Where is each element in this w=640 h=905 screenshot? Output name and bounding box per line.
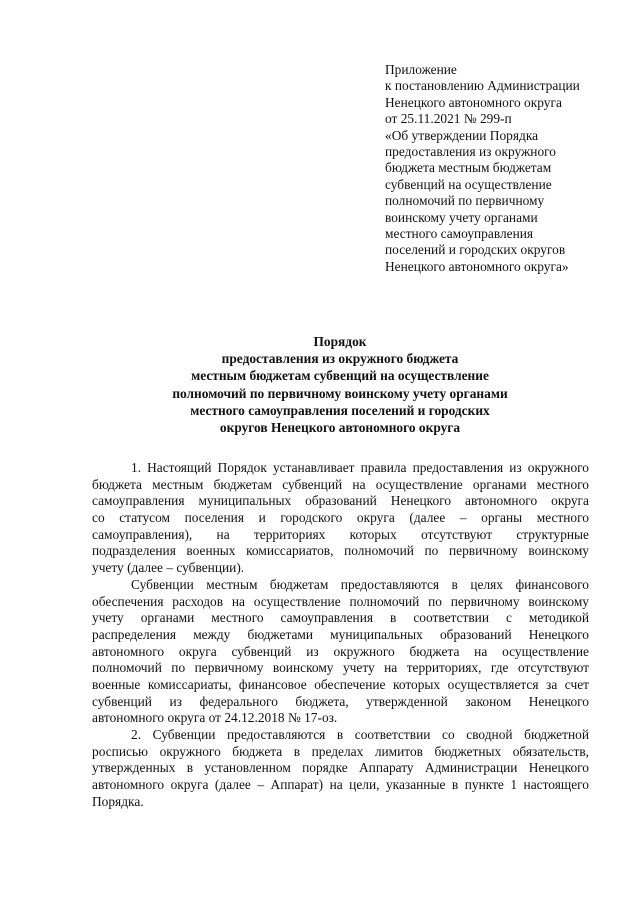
body-line: 2. Субвенции предоставляются в соответствии со сводной бюджетной <box>131 727 589 742</box>
body-line: обеспечения расходов на осуществление полномочий по первичному воинскому <box>92 593 589 609</box>
document-title <box>90 333 590 436</box>
body-line: полномочий по первичному воинскому учету на территориях, где отсутствуют <box>92 660 589 676</box>
title-line: местного самоуправления поселений и городских <box>190 402 490 418</box>
title-line: округов Ненецкого автономного округа <box>219 420 461 436</box>
title-line: местным бюджетам субвенций на осуществление <box>191 368 489 384</box>
appendix-line: к постановлению Администрации <box>385 78 580 94</box>
body-line: учету (далее – субвенции). <box>92 560 245 576</box>
paragraph-3 <box>92 727 589 810</box>
title-line: предоставления из окружного бюджета <box>221 351 459 367</box>
body-line: росписью окружного бюджета в пределах лимитов бюджетных обязательств, <box>92 743 589 759</box>
appendix-line: Приложение <box>385 62 457 77</box>
appendix-line: «Об утверждении Порядка <box>385 127 539 143</box>
title-line: полномочий по первичному воинскому учету органами <box>172 385 508 401</box>
body-line: Порядка. <box>92 793 144 809</box>
body-line: распределения между бюджетами муниципальных образований Ненецкого <box>92 626 589 642</box>
appendix-line: Ненецкого автономного округа <box>385 94 562 110</box>
title-line: Порядок <box>313 334 367 349</box>
body-line: военные комиссариаты, финансовое обеспечение которых осуществляется за счет <box>92 676 589 692</box>
body-line: 1. Настоящий Порядок устанавливает правила предоставления из окружного <box>131 460 589 475</box>
body-line: субвенций из федерального бюджета, утвержденной законом Ненецкого <box>92 693 589 709</box>
document-body <box>92 460 589 810</box>
body-line: со статусом поселения и городского округа (далее – органы местного <box>92 510 589 526</box>
appendix-line: поселений и городских округов <box>385 242 566 258</box>
body-line: автономного округа от 24.12.2018 № 17-оз. <box>92 710 338 726</box>
body-line: самоуправления), на территориях которых отсутствуют структурные <box>92 526 589 542</box>
appendix-line: полномочий по первичному <box>385 193 545 209</box>
body-line: учету органами местного самоуправления в соответствии с методикой <box>92 610 589 626</box>
appendix-line: от 25.11.2021 № 299-п <box>385 111 512 127</box>
paragraph-2 <box>92 577 589 727</box>
body-line: автономного округа субвенций из окружного бюджета на осуществление <box>92 643 589 659</box>
body-line: подразделения военных комиссариатов, полномочий по первичному воинскому <box>92 543 589 559</box>
paragraph-1 <box>92 460 589 577</box>
appendix-line: воинскому учету органами <box>385 209 538 225</box>
body-line: Субвенции местным бюджетам предоставляются в целях финансового <box>131 576 589 592</box>
appendix-line: местного самоуправления <box>385 226 534 242</box>
body-line: бюджета местным бюджетам субвенций на осуществление органами местного <box>92 476 589 492</box>
appendix-line: Ненецкого автономного округа» <box>385 258 569 274</box>
appendix-line: субвенций на осуществление <box>385 176 552 192</box>
appendix-line: бюджета местным бюджетам <box>385 160 552 176</box>
body-line: утвержденных в установленном порядке Аппарату Администрации Ненецкого <box>92 760 589 776</box>
body-line: самоуправления муниципальных образований Ненецкого автономного округа <box>92 493 589 509</box>
appendix-block <box>385 62 625 275</box>
appendix-line: предоставления из окружного <box>385 144 556 160</box>
body-line: автономного округа (далее – Аппарат) на цели, указанные в пункте 1 настоящего <box>92 777 589 793</box>
